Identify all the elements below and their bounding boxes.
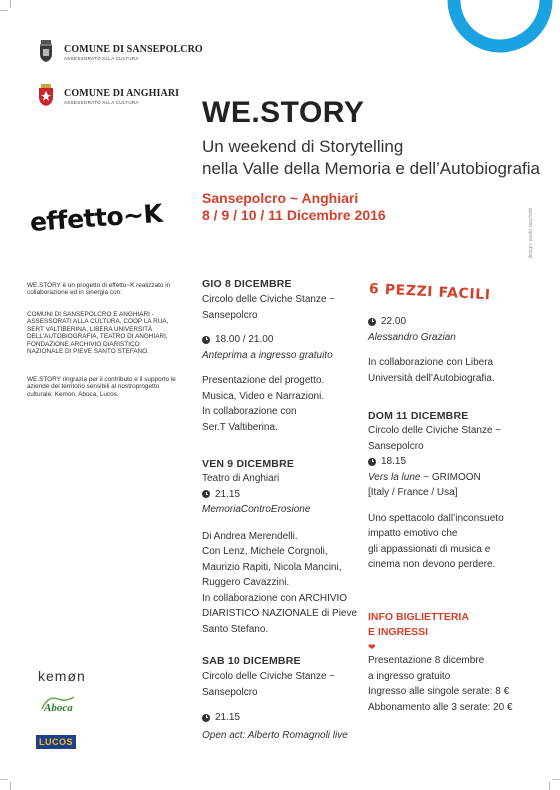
performer-name: Alessandro Grazian: [368, 331, 456, 343]
description-line: Con Lenz, Michele Corgnoli,: [202, 546, 328, 557]
place-line: Sansepolcro: [368, 440, 424, 452]
ticket-info: [368, 610, 548, 715]
subtitle-line: nella Valle della Memoria e dell’Autobiografia: [202, 159, 540, 178]
org-sub-anghiari: ASSESSORATO ALLA CULTURA: [64, 100, 139, 105]
day-heading: GIO 8 DICEMBRE: [202, 278, 292, 290]
crop-mark: [0, 10, 8, 11]
ticket-line: Abbonamento alle 3 serate: 20 €: [368, 701, 513, 713]
description-line: Musica, Video e Narrazioni.: [202, 390, 325, 402]
event-name: Open act: Alberto Romagnoli live: [202, 729, 348, 741]
event-name: MemoriaControErosione: [202, 504, 311, 515]
crop-mark: [10, 782, 11, 790]
aboca-wordmark: Aboca: [44, 702, 73, 714]
description-line: Università dell’Autobiografia.: [368, 372, 495, 384]
event-time: [202, 332, 372, 348]
time-value: 21.15: [215, 488, 241, 500]
sansepolcro-crest-icon: [38, 40, 54, 62]
crop-mark: [0, 779, 8, 780]
description-line: In collaborazione con Libera: [368, 357, 494, 368]
info-partners: COMUNI DI SANSEPOLCRO E ANGHIARI - ASSESSORATI ALLA CULTURA, COOP LA RUA, SERT VALTIBERINA, LIBERA UNIVERSITÀ DELL’AUTOBIOGRAFIA, TEATRO DI ANGHIARI, FONDAZIONE ARCHIVIO DIARISTICO NAZIONALE DI PIEVE SANTO STEFANO.: [27, 311, 169, 356]
org-sub-sansepolcro: ASSESSORATO ALLA CULTURA: [64, 56, 139, 61]
event-place: [202, 669, 377, 700]
program-pezzi: [368, 314, 548, 386]
pezzi-facili-title: 6 PEZZI FACILI: [368, 281, 491, 304]
org-name-sansepolcro: COMUNE DI SANSEPOLCRO: [64, 44, 203, 55]
event-description: [368, 511, 548, 573]
time-value: 22.00: [381, 316, 407, 327]
anghiari-crest-icon: [38, 84, 54, 106]
description-line: Presentazione del progetto.: [202, 375, 325, 386]
ticket-line: Presentazione 8 dicembre: [368, 655, 485, 666]
description-line: impatto emotivo che: [368, 528, 458, 539]
event-title-text: Vers la lune: [368, 471, 421, 483]
event-time: [202, 487, 377, 503]
day-heading: SAB 10 DICEMBRE: [202, 655, 301, 667]
clock-icon: [368, 458, 376, 466]
program-dom: [368, 410, 548, 573]
event-name: Anteprima a ingresso gratuito: [202, 349, 333, 361]
kemon-logo: kemøn: [38, 668, 86, 684]
place-line: Circolo delle Civiche Stanze ~: [202, 671, 336, 682]
ticket-details: [368, 653, 548, 715]
description-line: Maurizio Rapiti, Nicola Mancini,: [202, 561, 342, 573]
description-line: Ruggero Cavazzini.: [202, 577, 290, 588]
event-description: [202, 373, 372, 435]
info-intro: WE.STORY è un progetto di effetto~K realizzato in collaborazione ed in sinergia con:: [27, 282, 171, 297]
day-heading: DOM 11 DICEMBRE: [368, 410, 469, 422]
clock-icon: [202, 336, 210, 344]
description-line: In collaborazione con: [202, 406, 297, 417]
aboca-logo: [38, 693, 78, 715]
place-line: Sansepolcro: [202, 686, 258, 698]
time-value: 21.15: [215, 712, 241, 723]
description-line: cinema non devono perdere.: [368, 559, 496, 570]
description-line: Ser.T Valtiberina.: [202, 421, 278, 433]
event-name: [368, 470, 548, 486]
decorative-arc: [440, 0, 560, 60]
crop-mark: [552, 779, 560, 780]
event-place: Teatro di Anghiari: [202, 473, 280, 484]
event-countries: [Italy / France / Usa]: [368, 487, 458, 498]
ticket-heading-line: E INGRESSI: [368, 626, 429, 638]
ticket-heading: [368, 610, 548, 640]
description-line: gli appassionati di musica e: [368, 543, 491, 555]
time-value: 18.00 / 21.00: [215, 334, 274, 345]
event-time: [368, 314, 548, 330]
ticket-line: a ingresso gratuito: [368, 670, 451, 682]
place-line: Sansepolcro: [202, 309, 258, 321]
day-heading: VEN 9 DICEMBRE: [202, 458, 295, 470]
place-line: Circolo delle Civiche Stanze ~: [368, 425, 502, 436]
place-line: Circolo delle Civiche Stanze ~: [202, 294, 336, 305]
subtitle-line: Un weekend di Storytelling: [202, 137, 404, 156]
heart-icon: ❤: [368, 642, 376, 652]
lucos-logo: LUCOS: [36, 735, 76, 749]
event-place: [202, 292, 372, 323]
info-thanks: WE.STORY ringrazia per il contributo e il supporto le aziende del territorio sensibili al nostroprogetto culturale: Kemon, Aboca, Lucos.: [27, 376, 176, 398]
program-gio: [202, 278, 372, 435]
program-sab: [202, 655, 377, 743]
description-line: In collaborazione con ARCHIVIO: [202, 592, 348, 604]
crop-mark: [549, 782, 550, 790]
event-place: [368, 423, 548, 454]
event-time: [202, 710, 377, 726]
event-time: [368, 454, 548, 470]
effetto-k-brand: effetto~K: [28, 198, 164, 237]
event-description: [202, 529, 377, 638]
event-artist: ~ GRIMOON: [423, 471, 481, 483]
clock-icon: [202, 490, 210, 498]
time-value: 18.15: [381, 456, 407, 467]
event-subtitle: [202, 136, 542, 180]
org-name-anghiari: COMUNE DI ANGHIARI: [64, 88, 180, 99]
description-line: DIARISTICO NAZIONALE di Pieve: [202, 608, 358, 619]
event-title: WE.STORY: [202, 96, 365, 129]
event-description: [368, 355, 548, 386]
description-line: Uno spettacolo dall’inconsueto: [368, 512, 504, 524]
clock-icon: [368, 318, 376, 326]
event-cities: Sansepolcro ~ Anghiari: [202, 190, 359, 206]
description-line: Santo Stefano.: [202, 623, 269, 635]
comune-anghiari-logo: [38, 84, 54, 111]
crop-mark: [10, 0, 11, 8]
event-dates: 8 / 9 / 10 / 11 Dicembre 2016: [202, 207, 386, 223]
comune-sansepolcro-logo: [38, 40, 54, 67]
ticket-heading-line: INFO BIGLIETTERIA: [368, 611, 469, 623]
description-line: Di Andrea Merendelli.: [202, 530, 298, 542]
clock-icon: [202, 714, 210, 722]
design-credit: design: paolo sacchetti: [528, 208, 534, 259]
ticket-line: Ingresso alle singole serate: 8 €: [368, 686, 510, 697]
program-ven: [202, 458, 377, 637]
